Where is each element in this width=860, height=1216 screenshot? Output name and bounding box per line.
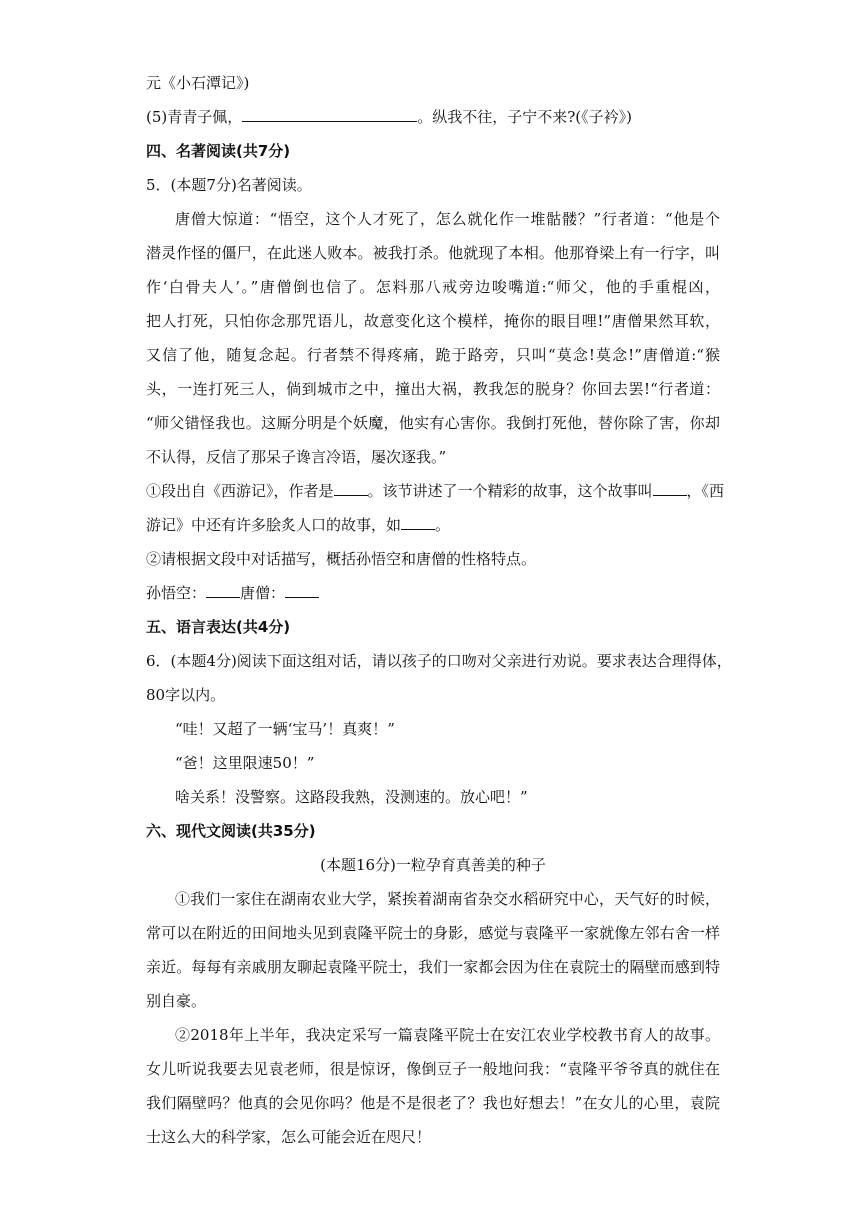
article-line: 亲近。每每有亲戚朋友聊起袁隆平院士，我们一家都会因为住在袁院士的隔壁而感到特	[146, 958, 720, 976]
dialogue-line: “哇！又超了一辆‘宝马’！真爽！”	[175, 720, 395, 738]
dialogue-line: 啥关系！没警察。这路段我熟，没测速的。放心吧！”	[175, 788, 528, 806]
passage-line: 不认得，反信了那呆子谗言冷语，屡次逐我。”	[146, 448, 447, 466]
section-heading-4: 四、名著阅读(共7分)	[146, 142, 291, 160]
article-line: ①我们一家住在湖南农业大学，紧挨着湖南省杂交水稻研究中心，天气好的时候，	[175, 890, 720, 908]
answer-blank[interactable]	[242, 107, 417, 122]
story-blank[interactable]	[653, 481, 687, 496]
passage-line: 唐僧大惊道：“悟空，这个人才死了，怎么就化作一堆骷髅？”行者道：“他是个	[175, 210, 720, 228]
tangseng-blank[interactable]	[285, 583, 319, 598]
example-blank[interactable]	[401, 515, 435, 530]
article-title: (本题16分)一粒孕育真善美的种子	[320, 856, 546, 874]
author-blank[interactable]	[334, 481, 368, 496]
section-heading-5: 五、语言表达(共4分)	[146, 618, 291, 636]
article-line: 士这么大的科学家，怎么可能会近在咫尺！	[146, 1128, 432, 1146]
text-line: 元《小石潭记》)	[146, 74, 250, 92]
wukong-blank[interactable]	[206, 583, 240, 598]
question-6-text: 80字以内。	[146, 686, 226, 704]
sub-question-2: ②请根据文段中对话描写，概括孙悟空和唐僧的性格特点。	[146, 550, 537, 568]
article-line: 女儿听说我要去见袁老师，很是惊讶，像倒豆子一般地问我：“袁隆平爷爷真的就住在	[146, 1060, 720, 1078]
passage-line: 作‘白骨夫人’。”唐僧倒也信了。怎料那八戒旁边唆嘴道:“师父，他的手重棍凶，	[146, 278, 720, 296]
section-heading-6: 六、现代文阅读(共35分)	[146, 822, 316, 840]
passage-line: 潜灵作怪的僵尸，在此迷人败本。被我打杀。他就现了本相。他那脊梁上有一行字，叫	[146, 244, 720, 262]
dialogue-line: “爸！这里限速50！”	[175, 754, 315, 772]
question-5-title: 5．(本题7分)名著阅读。	[146, 176, 312, 194]
passage-line: “师父错怪我也。这厮分明是个妖魔，他实有心害你。我倒打死他，替你除了害，你却	[146, 414, 720, 432]
question-6-text: 6．(本题4分)阅读下面这组对话，请以孩子的口吻对父亲进行劝说。要求表达合理得体，	[146, 652, 732, 670]
article-line: 别自豪。	[146, 992, 207, 1010]
article-line: 常可以在附近的田间地头见到袁隆平院士的身影，感觉与袁隆平一家就像左邻右舍一样	[146, 924, 720, 942]
answer-line: 孙悟空： 唐僧：	[146, 583, 720, 603]
sub-question-1-cont: 游记》中还有许多脍炙人口的故事，如 。	[146, 516, 451, 534]
passage-line: 头，一连打死三人，倘到城市之中，撞出大祸，教我怎的脱身？你回去罢!“行者道：	[146, 380, 720, 398]
sub-question-1: ①段出自《西游记》，作者是 。该节讲述了一个精彩的故事，这个故事叫 ，《西	[146, 482, 725, 500]
passage-line: 把人打死，只怕你念那咒语儿，故意变化这个模样，掩你的眼目哩!”唐僧果然耳软，	[146, 312, 720, 330]
article-line: ②2018年上半年，我决定采写一篇袁隆平院士在安江农业学校教书育人的故事。	[175, 1026, 720, 1044]
passage-line: 又信了他，随复念起。行者禁不得疼痛，跪于路旁，只叫“莫念!莫念!”唐僧道:“猴	[146, 346, 720, 364]
fill-in-question-5: (5)青青子佩， 。纵我不往，子宁不来?(《子衿》)	[146, 108, 632, 126]
article-line: 我们隔壁吗？他真的会见你吗？他是不是很老了？我也好想去！”在女儿的心里，袁院	[146, 1094, 720, 1112]
